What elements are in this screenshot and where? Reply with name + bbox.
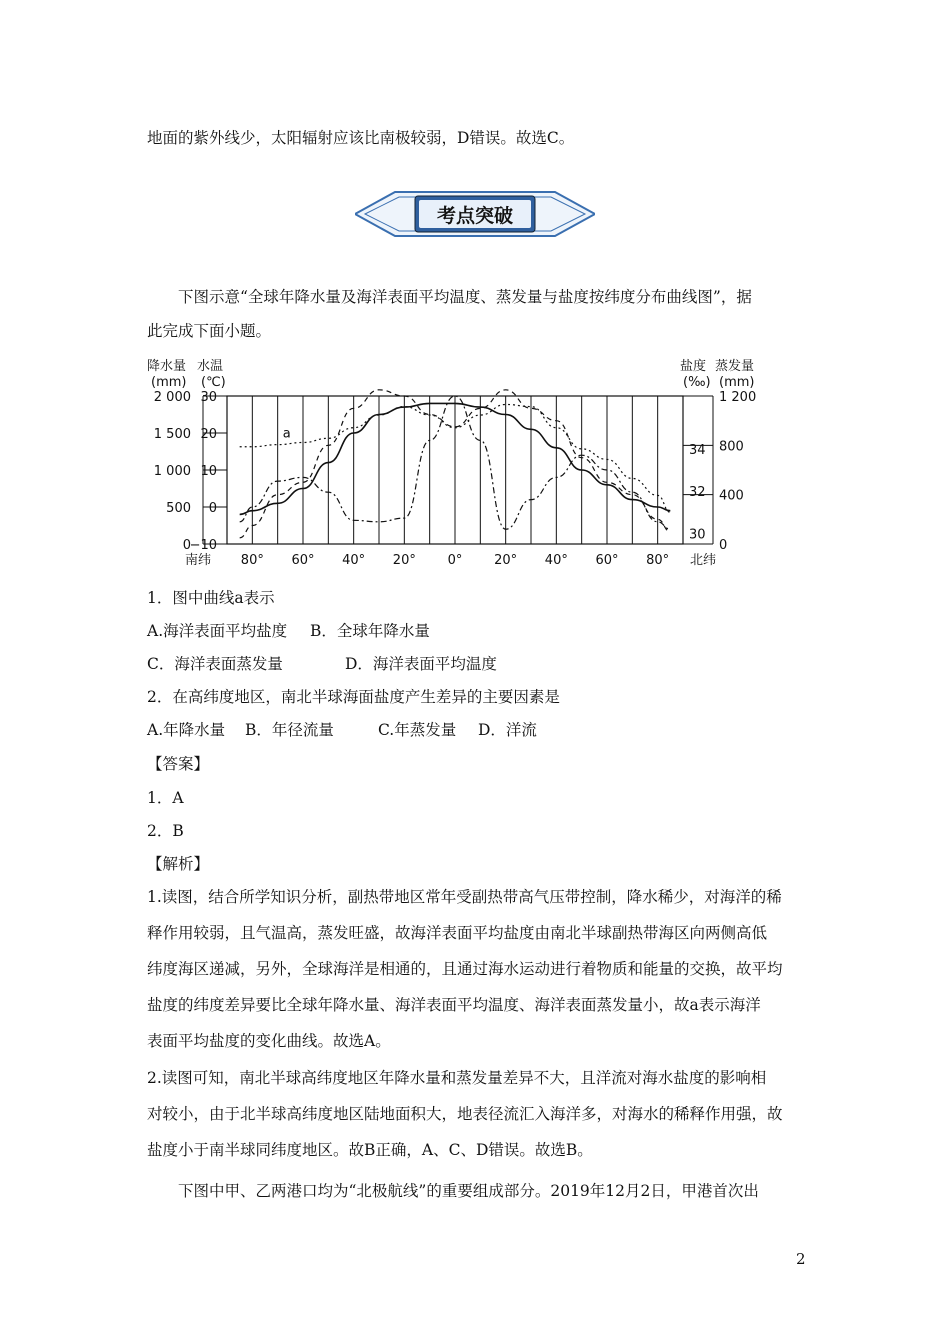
axis-label-temp: 水温 — [197, 359, 224, 374]
axis-unit-precip: (mm) — [151, 375, 187, 390]
axis-label-salinity: 盐度 — [680, 359, 707, 374]
temp-tick-label: −10 — [189, 538, 217, 553]
q1-option-d: D．海洋表面平均温度 — [345, 655, 497, 673]
x-tick-label: 20° — [392, 553, 416, 568]
analysis-1-line: 1.读图，结合所学知识分析，副热带地区常年受副热带高气压带控制，降水稀少，对海洋的稀 — [147, 888, 782, 906]
x-tick-label: 40° — [342, 553, 366, 568]
evap-tick-label: 800 — [719, 439, 744, 455]
temp-tick-label: 0 — [208, 501, 217, 516]
salinity-tick-label: 34 — [689, 442, 706, 458]
temp-tick-label: 30 — [200, 390, 217, 405]
xlabel-south: 南纬 — [185, 553, 212, 568]
page-number: 2 — [796, 1250, 806, 1268]
answer-2: 2．B — [147, 822, 184, 840]
precip-tick-label: 1 500 — [153, 427, 191, 442]
evap-tick-label: 1 200 — [719, 390, 757, 405]
q2-option-c: C.年蒸发量 — [378, 721, 457, 739]
xlabel-north: 北纬 — [690, 553, 717, 568]
x-tick-label: 80° — [646, 553, 670, 568]
axis-unit-evap: (mm) — [719, 375, 755, 390]
intro-line-1: 下图示意“全球年降水量及海洋表面平均温度、蒸发量与盐度按纬度分布曲线图”，据 — [178, 288, 752, 306]
precip-tick-label: 500 — [166, 501, 191, 516]
q2-option-b: B．年径流量 — [245, 721, 334, 739]
analysis-1-line: 盐度的纬度差异要比全球年降水量、海洋表面平均温度、海洋表面蒸发量小，故a表示海洋 — [147, 996, 761, 1014]
evap-tick-label: 0 — [719, 538, 728, 553]
section-banner — [355, 186, 595, 242]
top-line: 地面的紫外线少，太阳辐射应该比南极较弱，D错误。故选C。 — [147, 129, 575, 147]
x-tick-label: 60° — [595, 553, 619, 568]
analysis-1-line: 表面平均盐度的变化曲线。故选A。 — [147, 1032, 391, 1050]
evap-tick-label: 400 — [719, 488, 744, 504]
x-tick-label: 20° — [494, 553, 518, 568]
salinity-tick-label: 30 — [689, 527, 706, 543]
analysis-2-line: 2.读图可知，南北半球高纬度地区年降水量和蒸发量差异不大，且洋流对海水盐度的影响相 — [147, 1069, 767, 1087]
question-2: 2．在高纬度地区，南北半球海面盐度产生差异的主要因素是 — [147, 688, 560, 706]
last-line: 下图中甲、乙两港口均为“北极航线”的重要组成部分。2019年12月2日，甲港首次出 — [178, 1182, 759, 1200]
curve-a-label: a — [282, 426, 291, 442]
answer-1: 1．A — [147, 789, 184, 807]
analysis-heading: 【解析】 — [147, 855, 210, 873]
x-tick-label: 80° — [240, 553, 264, 568]
analysis-1-line: 释作用较弱，且气温高，蒸发旺盛，故海洋表面平均盐度由南北半球副热带海区向两侧高低 — [147, 924, 768, 942]
q2-option-a: A.年降水量 — [147, 721, 226, 739]
analysis-1-line: 纬度海区递减，另外，全球海洋是相通的，且通过海水运动进行着物质和能量的交换，故平均 — [147, 960, 783, 978]
axis-label-evap: 蒸发量 — [715, 359, 755, 374]
x-tick-label: 0° — [447, 553, 463, 568]
temp-tick-label: 20 — [200, 427, 217, 442]
q1-option-b: B．全球年降水量 — [310, 622, 430, 640]
axis-unit-salinity: (‰) — [683, 375, 711, 390]
latitude-chart — [145, 352, 765, 574]
x-tick-label: 60° — [291, 553, 315, 568]
axis-unit-temp: (℃) — [201, 375, 226, 390]
precip-tick-label: 2 000 — [153, 390, 191, 405]
salinity-tick-label: 32 — [689, 485, 706, 501]
question-1: 1．图中曲线a表示 — [147, 589, 275, 607]
q1-option-c: C．海洋表面蒸发量 — [147, 655, 283, 673]
intro-line-2: 此完成下面小题。 — [147, 322, 272, 340]
analysis-2-line: 对较小，由于北半球高纬度地区陆地面积大，地表径流汇入海洋多，对海水的稀释作用强，故 — [147, 1105, 783, 1123]
axis-label-precip: 降水量 — [147, 359, 187, 374]
temp-tick-label: 10 — [200, 464, 217, 479]
x-tick-label: 40° — [544, 553, 568, 568]
banner-title: 考点突破 — [436, 205, 514, 227]
analysis-2-line: 盐度小于南半球同纬度地区。故B正确，A、C、D错误。故选B。 — [147, 1141, 593, 1159]
precip-tick-label: 0 — [182, 538, 191, 553]
answer-heading: 【答案】 — [147, 755, 210, 773]
q2-option-d: D．洋流 — [478, 721, 537, 739]
precip-tick-label: 1 000 — [153, 464, 191, 479]
q1-option-a: A.海洋表面平均盐度 — [147, 622, 288, 640]
